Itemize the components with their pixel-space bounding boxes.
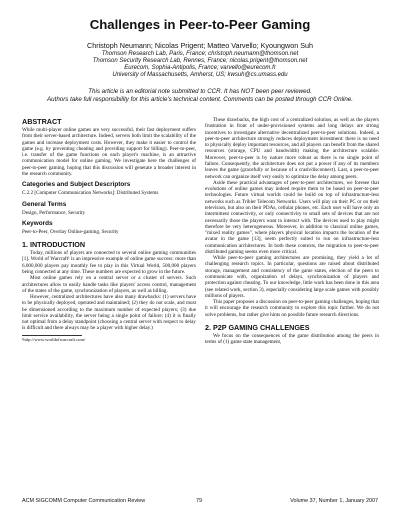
left-column [22, 117, 196, 342]
categories-text: C.2.2 [Computer Communication Networks]: Distributed Systems [22, 190, 159, 197]
body-paragraph-3: While peer-to-peer gaming architectures are promising, they yield a lot of challenging research topics. In particular, questions are raised about distributed storage, management and consistency of the game states, election of the peers to communicate with, organization of delays, synchronization of players and protection against cheating. To our knowledge, little work has been done in this area (see related work, section 3), especially considering large scale games with possibly millions of players. [205, 255, 379, 299]
affiliation-4: University of Massachusetts, Amherst, US; kwsuh@cs.umass.edu [112, 72, 288, 79]
intro-heading: 1. INTRODUCTION [22, 240, 86, 250]
affiliation-2: Thomson Security Research Lab, Rennes, France; nicolas.prigent@thomson.net [92, 58, 308, 65]
abstract-heading: ABSTRACT [22, 117, 62, 126]
right-column [205, 117, 379, 346]
terms-text: Design, Performance, Security [22, 209, 86, 216]
author-list: Christoph Neumann; Nicolas Prigent; Matteo Varvello; Kyoungwon Suh [87, 41, 313, 50]
body-paragraph-4: This paper proposes a discussion on peer-to-peer gaming challenges, hoping that it will encourage the research community to explore this topic further. We do not solve problems, but rather give hints on possible future research directions. [205, 299, 379, 318]
editorial-notice [20, 88, 380, 103]
page-number: 79 [196, 498, 202, 504]
section-2-heading: 2. P2P GAMING CHALLENGES [205, 323, 310, 332]
body-paragraph-2: Aside these practical advantages of peer-to-peer architectures, we foresee that evolutions of online games may indeed require them to be based on peer-to-peer technologies. Future virtual worlds could be build on top of infrastructure-less networks such as Tribler Telecom Networks. Users will play on their PC or on their television, but also on their PDAs, cellular phones, etc. Each user will have only an intermittent connectivity, or only connectivity to small sets of devices that are not necessarily those the players want to interact with. The devices used to play might therefore be very heterogeneous. Moreover, in addition to classical online games, "mixed reality games", where players physical location impacts the location of the avatar in the game [13], seem perfectly suited to run on infrastructure-less communication architectures. In both these contexts, the migration to peer-to-peer distributed gaming seems even more critical. [205, 179, 379, 255]
affiliation-1: Thomson Research Lab, Paris, France; christoph.neumann@thomson.net [101, 51, 299, 57]
footnote-rule [22, 335, 82, 336]
categories-heading: Categories and Subject Descriptors [22, 181, 131, 189]
footnote: ¹http://www.worldofwarcraft.com/ [22, 336, 86, 342]
terms-heading: General Terms [22, 200, 67, 208]
affiliations [0, 51, 400, 79]
journal-footer: ACM SIGCOMM Computer Communication Review [22, 498, 146, 504]
affiliation-3: Eurecom, Sophia-Antipolis, France; varvello@eurecom.fr [124, 65, 276, 72]
abstract-text: While multi-player online games are very successful, their fast deployment suffers from their server-based architecture. Indeed, servers both limit the scalability of the games and increase deployment costs. However, they make it easier to control the game (e.g. by preventing cheating and providing support for billing). Peer-to-peer, i.e. transfer of the game functions on each player's machine, is an attractive communication model for online gaming. We investigate here the challenges of peer-to-peer gaming, hoping that this discussion will generate a broader interest in the research community. [22, 127, 196, 177]
keywords-text: Peer-to-Peer, Overlay Online-gaming, Security [22, 228, 119, 235]
intro-paragraph-1: Today, millions of players are connected to several online gaming communities [1]. World of Warcraft¹ is an impressive example of online game success: more than 6,000,000 players pay monthly fee to play in this Virtual World, 500,000 players being connected at any time. These numbers are expected to grow in the future. [22, 250, 196, 275]
volume-footer: Volume 37, Number 1, January 2007 [290, 498, 378, 504]
intro-paragraph-3: However, centralized architectures have also many drawbacks: (1) servers have to be physically deployed, operated and maintained; (2) they do not scale, and must be dimensioned according to the maximum number of expected players; (3) due limit service availability, the server being a single point of failure; (4) it is finally not optimal from a delay standpoint (choosing a central server with respect to delay is difficult and there always may be a player with higher delay.) [22, 294, 196, 332]
body-paragraph-1: These drawbacks, the high cost of a centralized solution, as well as the players frustration in front of under-provisioned systems and long delays are strong incentives to investigate alternative decentralized peer-to-peer solutions. Indeed, a peer-to-peer architecture strongly reduces deployment investment: there is no need to physically deploy important resources, and all players can benefit from the shared resources (storage, CPU and bandwidth) making the architecture scalable. Moreover, peer-to-peer is by nature more robust as there is no single point of failure. Consequently, the architecture does not put a power if any of its members leaves the game (gracefully or because of a crash/disconnect). Last, a peer-to-peer network can organize itself very easily to optimize the delay among peers. [205, 117, 379, 180]
section-2-paragraph-1: We focus on the consequences of the game distribution among the peers in terms of (1) game state management, [205, 333, 379, 346]
notice-line-2: Authors take full responsibility for this article's technical content. Comments can be posted through CCR Online. [47, 95, 353, 103]
keywords-heading: Keywords [22, 219, 53, 227]
paper-title: Challenges in Peer-to-Peer Gaming [89, 17, 311, 32]
intro-paragraph-2: Most online games rely on a central server or a cluster of servers. Such architectures allow to easily handle tasks like players' access control, management of the states of the game, synchronization of players, as well as billing. [22, 275, 196, 294]
notice-line-1: This article is an editorial note submitted to CCR. It has NOT been peer reviewed. [88, 88, 312, 95]
